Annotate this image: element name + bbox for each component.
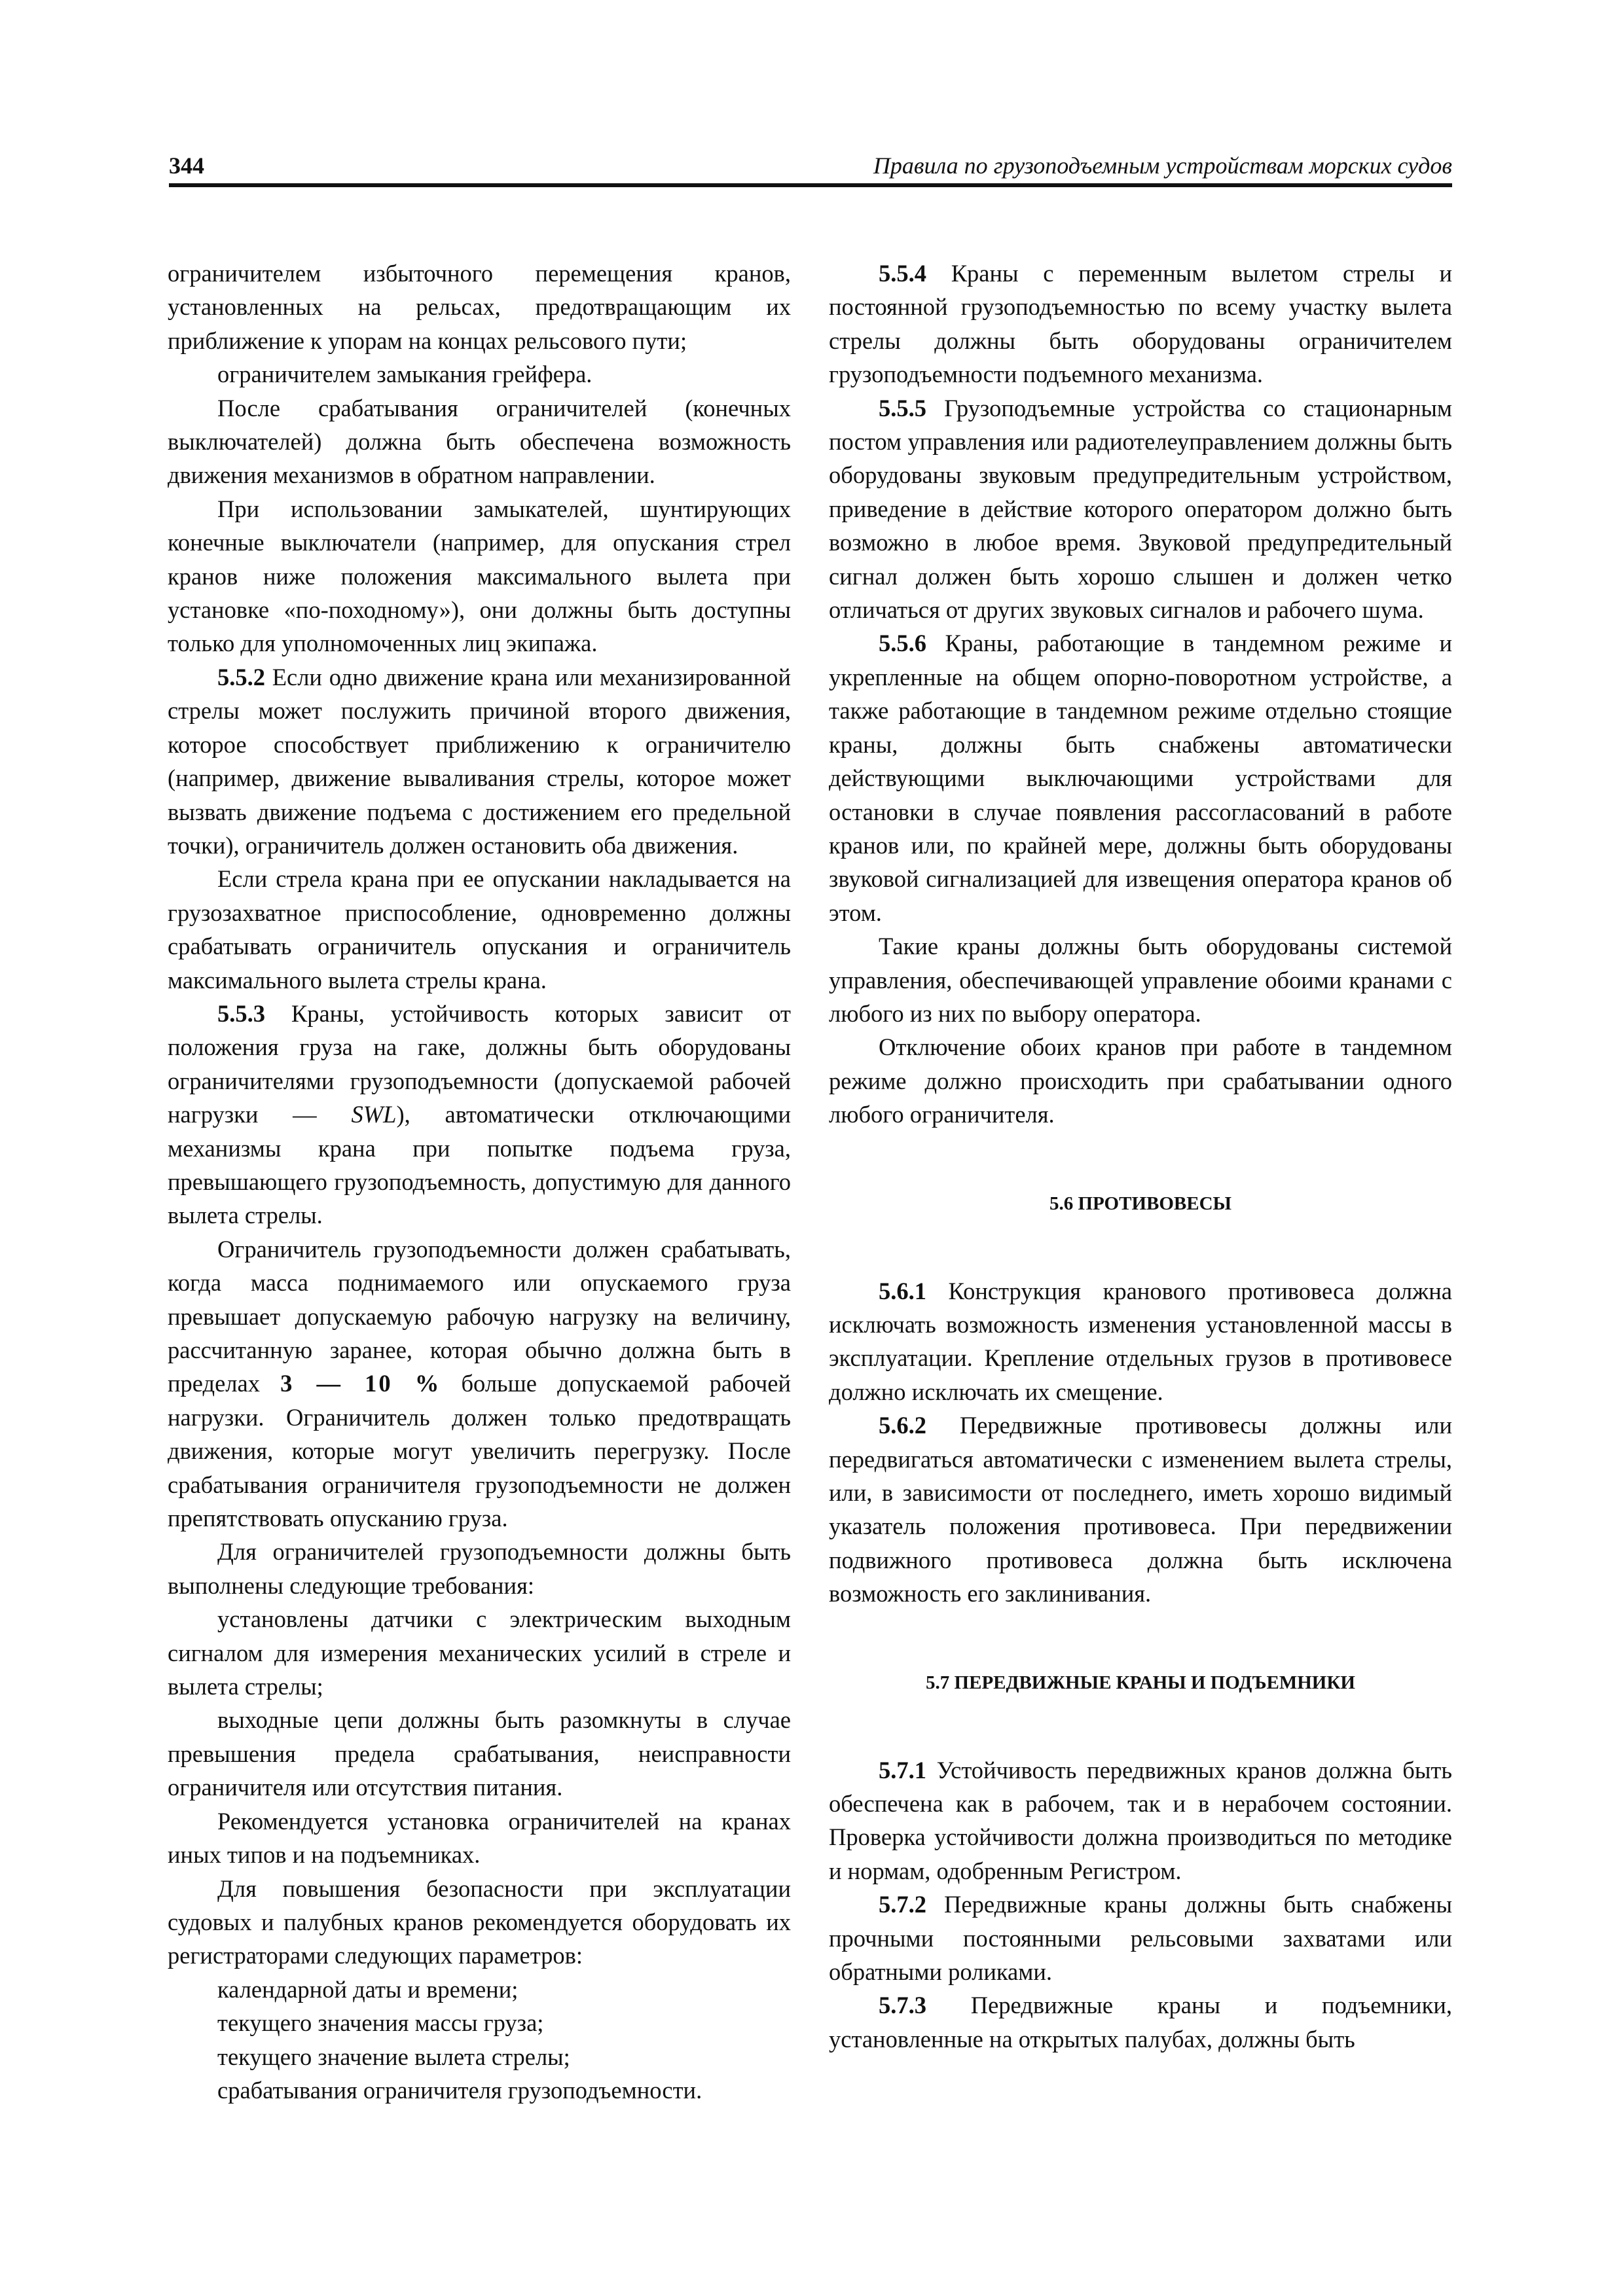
list-item: срабатывания ограничителя грузоподъемности. [217, 2076, 702, 2104]
paragraph-5-5-2 [168, 660, 791, 862]
paragraph-5-7-3 [829, 1988, 1452, 2056]
paragraph-5-7-2 [829, 1888, 1452, 1988]
paragraph [168, 1232, 791, 1535]
paragraph-text: Передвижные противовесы должны или передвигаться автоматически с изменением вылета стрелы, или, в зависимости от последнего, иметь хорошо видимый указатель положения противовеса. При передвижении подвижного противовеса должна быть исключена возможность его заклинивания. [829, 1412, 1452, 1607]
paragraph-text: Грузоподъемные устройства со стационарным постом управления или радиотелеуправлением должны быть оборудованы звуковым предупредительным устройством, приведение в действие которого оператором должно быть возможно в любое время. Звуковой предупредительный сигнал должен быть хорошо слышен и должен четко отличаться от других звуковых сигналов и рабочего шума. [829, 394, 1452, 624]
paragraph-text: Передвижные краны и подъемники, установленные на открытых палубах, должны быть [829, 1992, 1452, 2053]
paragraph-5-5-5 [829, 391, 1452, 627]
clause-number: 5.6.2 [879, 1412, 926, 1439]
paragraph: Если стрела крана при ее опускании накладывается на грузозахватное приспособление, одновременно должны срабатывать ограничитель опускания и ограничитель максимального вылета стрелы крана. [168, 865, 791, 994]
paragraph-text: ), автоматически отключающими механизмы крана при попытке подъема груза, превышающего грузоподъемность, допустимую для данного вылета стрелы. [168, 1101, 791, 1229]
section-heading-5-6: 5.6 ПРОТИВОВЕСЫ [1049, 1193, 1232, 1214]
paragraph-text: Ограничитель грузоподъемности должен срабатывать, когда масса поднимаемого или опускаемого груза превышает допускаемую рабочую нагрузку на величину, рассчитанную заранее, которая обычно должна быть в пределах [168, 1235, 791, 1397]
paragraph-text: Передвижные краны должны быть снабжены прочными постоянными рельсовыми захватами или обратными роликами. [829, 1891, 1452, 1986]
clause-number: 5.5.5 [879, 394, 926, 422]
section-heading-5-7: 5.7 ПЕРЕДВИЖНЫЕ КРАНЫ И ПОДЪЕМНИКИ [926, 1672, 1355, 1693]
paragraph: выходные цепи должны быть разомкнуты в случае превышения предела срабатывания, неисправности ограничителя или отсутствия питания. [168, 1706, 791, 1801]
paragraph-5-5-4 [829, 257, 1452, 391]
right-column [829, 257, 1452, 2056]
clause-number: 5.6.1 [879, 1277, 926, 1304]
running-title: Правила по грузоподъемным устройствам морских судов [873, 152, 1452, 179]
list-item: текущего значения массы груза; [217, 2009, 544, 2037]
paragraph-5-6-2 [829, 1408, 1452, 1610]
paragraph-5-5-6 [829, 626, 1452, 929]
clause-number: 5.5.6 [879, 630, 926, 657]
paragraph: Такие краны должны быть оборудованы системой управления, обеспечивающей управление обоими кранами с любого из них по выбору оператора. [829, 933, 1452, 1027]
paragraph: установлены датчики с электрическим выходным сигналом для измерения механических усилий в стреле и вылета стрелы; [168, 1605, 791, 1700]
paragraph: При использовании замыкателей, шунтирующих конечные выключатели (например, для опускания стрел кранов ниже положения максимального вылета при установке «по-походному»), они должны быть доступны только для уполномоченных лиц экипажа. [168, 495, 791, 657]
clause-number: 5.7.1 [879, 1756, 926, 1784]
paragraph: ограничителем избыточного перемещения кранов, установленных на рельсах, предотвращающим их приближение к упорам на концах рельсового пути; [168, 260, 791, 354]
clause-number: 5.5.3 [217, 999, 265, 1027]
clause-number: 5.5.2 [217, 663, 265, 691]
paragraph: ограничителем замыкания грейфера. [217, 361, 593, 388]
paragraph: После срабатывания ограничителей (конечных выключателей) должна быть обеспечена возможность движения механизмов в обратном направлении. [168, 394, 791, 489]
paragraph-text: Краны с переменным вылетом стрелы и постоянной грузоподъемностью по всему участку вылета стрелы должны быть оборудованы ограничителем грузоподъемности подъемного механизма. [829, 260, 1452, 388]
paragraph: Отключение обоих кранов при работе в тандемном режиме должно происходить при срабатывании одного любого ограничителя. [829, 1033, 1452, 1128]
page-header [169, 149, 1452, 187]
clause-number: 5.5.4 [879, 260, 926, 287]
paragraph-5-6-1 [829, 1274, 1452, 1409]
left-column [168, 257, 791, 2107]
paragraph-text: Устойчивость передвижных кранов должна быть обеспечена как в рабочем, так и в нерабочем состоянии. Проверка устойчивости должна производиться по методике и нормам, одобренным Регистром. [829, 1756, 1452, 1884]
paragraph-text: Если одно движение крана или механизированной стрелы может послужить причиной второго движения, которое способствует приближению к ограничителю (например, движение вываливания стрелы, которое может вызвать движение подъема с достижением его предельной точки), ограничитель должен остановить оба движения. [168, 663, 791, 859]
clause-number: 5.7.3 [879, 1992, 926, 2019]
paragraph-text: Краны, устойчивость которых зависит от положения груза на гаке, должны быть оборудованы ограничителями грузоподъемности (допускаемой рабочей нагрузки — [168, 999, 791, 1128]
paragraph: Для ограничителей грузоподъемности должны быть выполнены следующие требования: [168, 1538, 791, 1599]
paragraph-5-5-3 [168, 997, 791, 1232]
paragraph-text: Краны, работающие в тандемном режиме и укрепленные на общем опорно-поворотном устройстве, а также работающие в тандемном режиме отдельно стоящие краны, должны быть снабжены автоматически действующими выключающими устройствами для остановки в случае появления рассогласований в работе кранов или, по крайней мере, должны быть оборудованы звуковой сигнализацией для извещения оператора кранов об этом. [829, 630, 1452, 926]
paragraph-text: больше допускаемой рабочей нагрузки. Ограничитель должен только предотвращать движения, которые могут увеличить перегрузку. После срабатывания ограничителя грузоподъемности не должен препятствовать опусканию груза. [168, 1370, 791, 1532]
paragraph: Рекомендуется установка ограничителей на кранах иных типов и на подъемниках. [168, 1807, 791, 1869]
percent-range: 3 — 10 % [280, 1370, 441, 1397]
list-item: текущего значение вылета стрелы; [217, 2043, 570, 2070]
paragraph-5-7-1 [829, 1753, 1452, 1888]
list-item: календарной даты и времени; [217, 1975, 519, 2003]
paragraph-text: Конструкция кранового противовеса должна исключать возможность изменения установленной массы в эксплуатации. Крепление отдельных грузов в противовесе должно исключать их смещение. [829, 1277, 1452, 1405]
page-number: 344 [169, 152, 204, 179]
clause-number: 5.7.2 [879, 1891, 926, 1918]
swl-abbreviation: SWL [351, 1101, 397, 1128]
paragraph: Для повышения безопасности при эксплуатации судовых и палубных кранов рекомендуется оборудовать их регистраторами следующих параметров: [168, 1874, 791, 1969]
